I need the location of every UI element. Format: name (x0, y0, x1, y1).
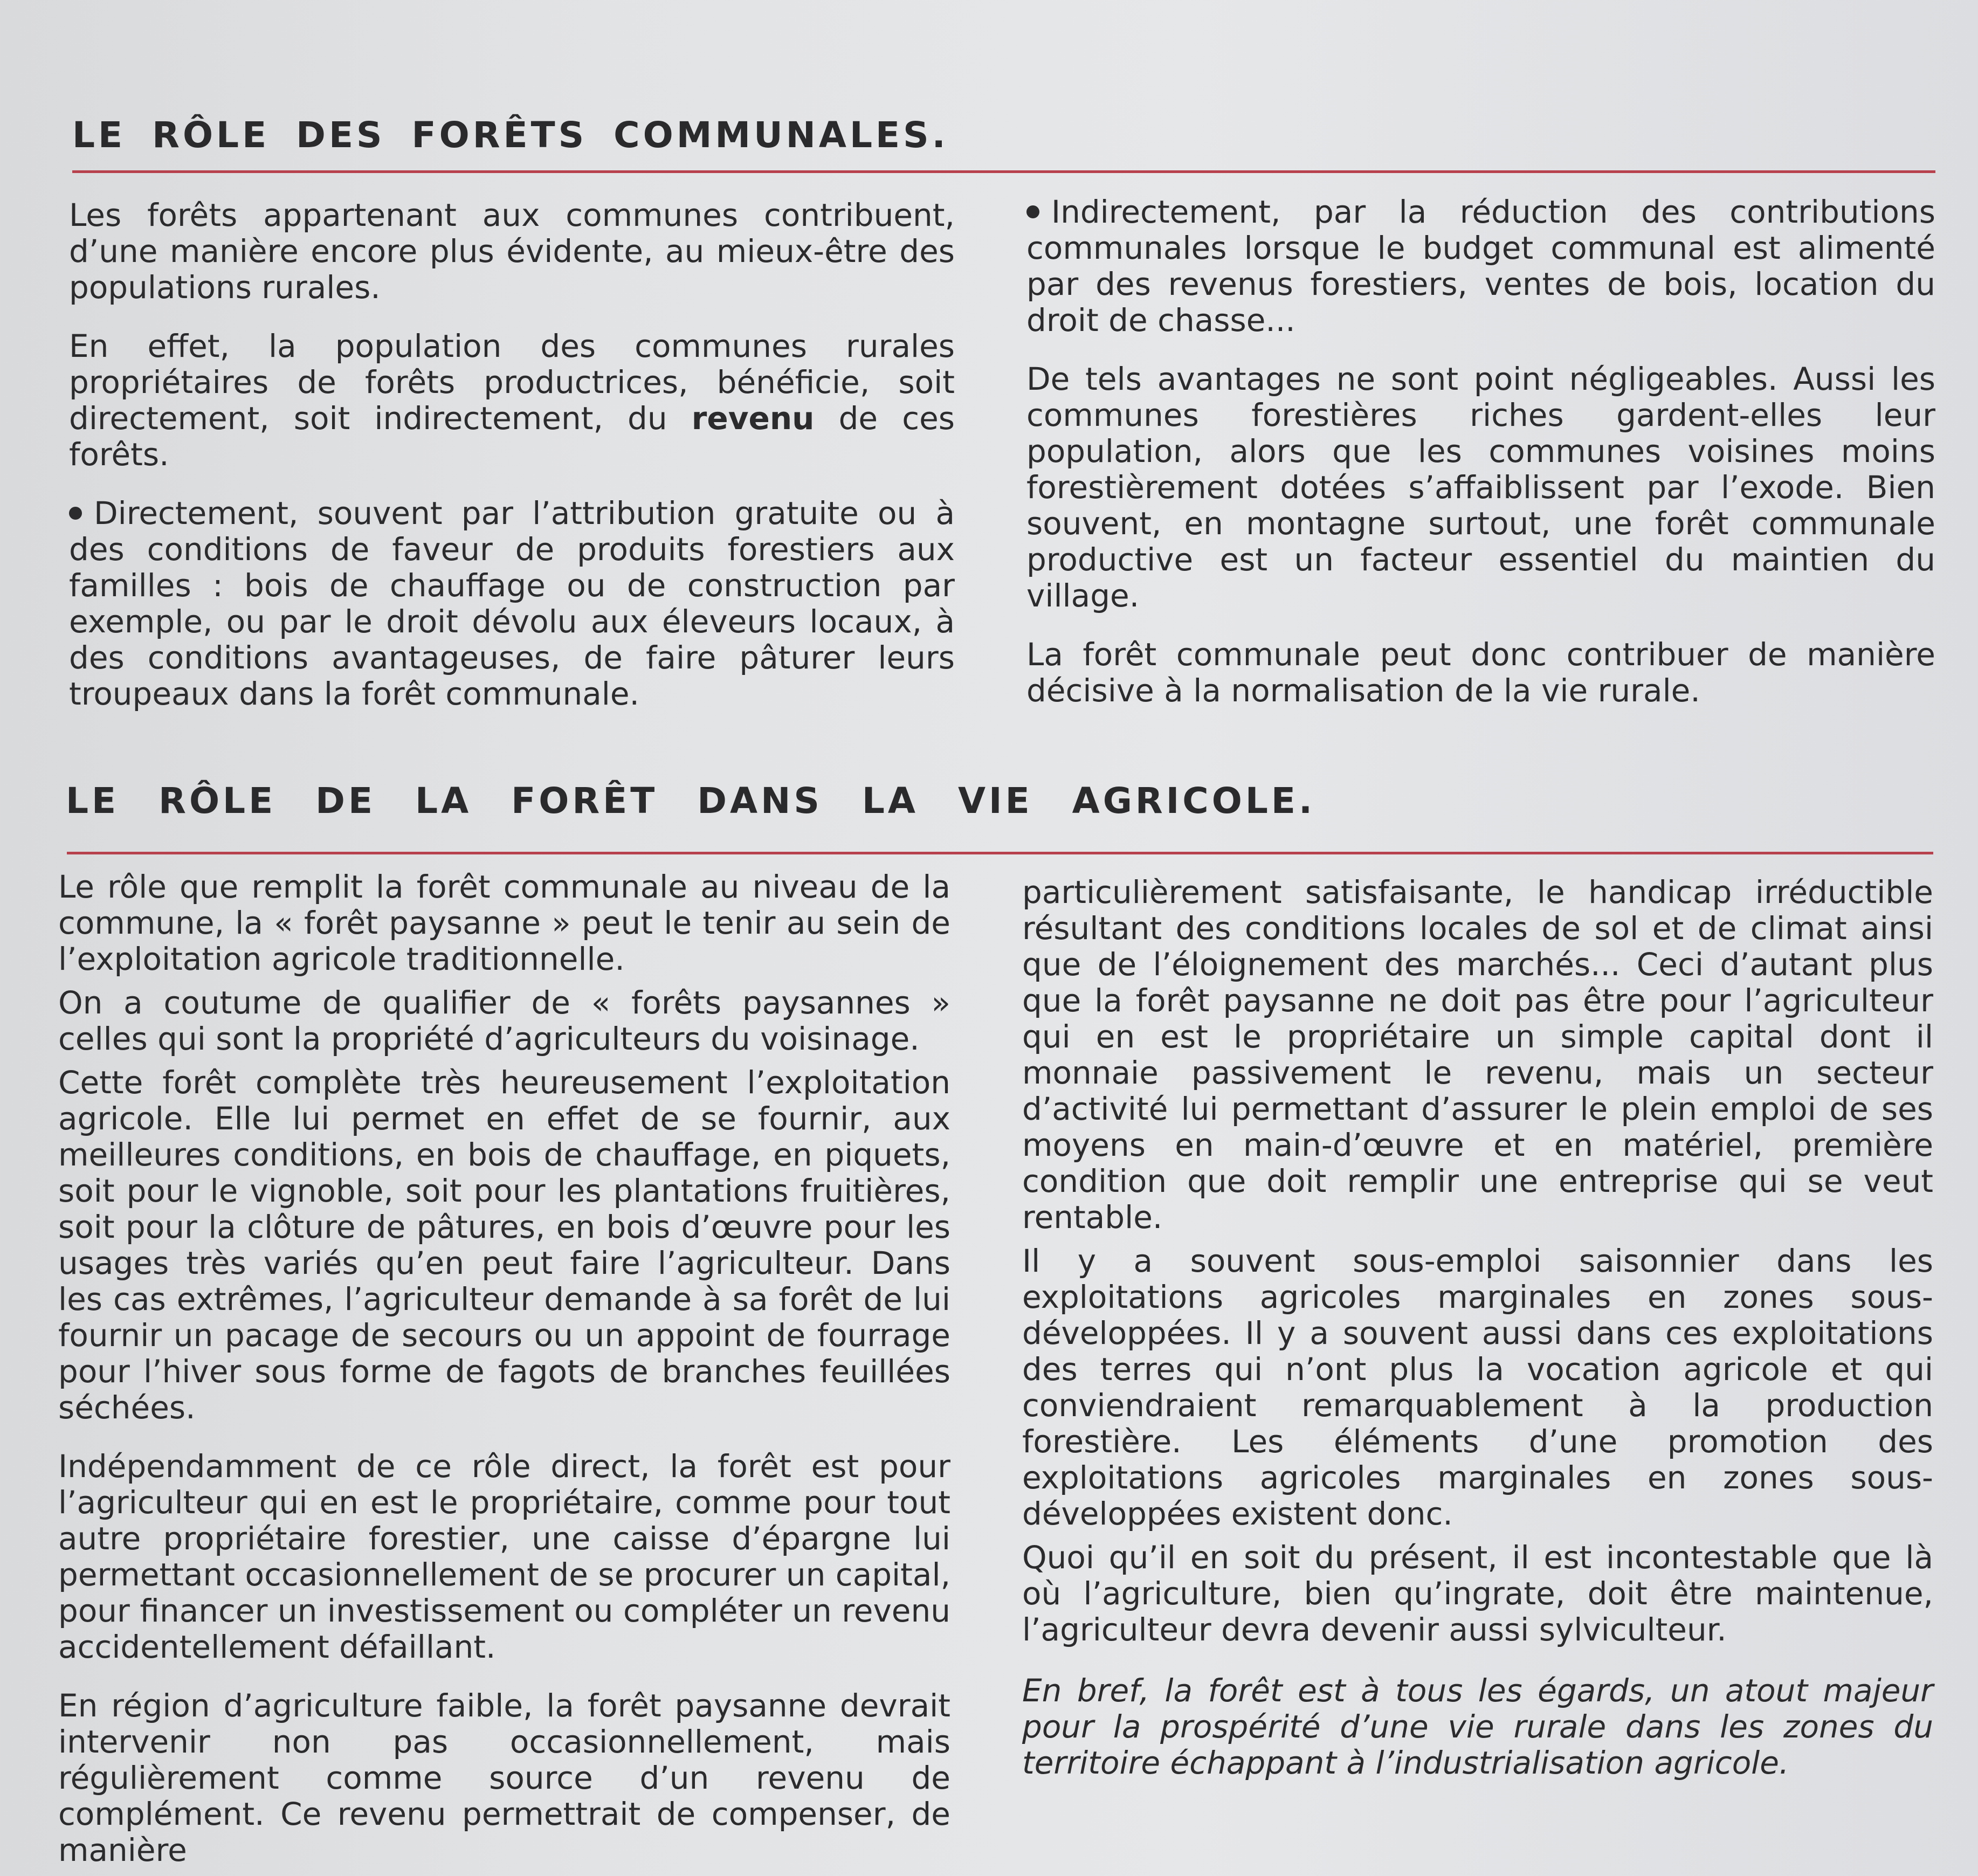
section1-divider (72, 170, 1935, 173)
bold-term: revenu (691, 400, 815, 437)
paragraph: On a coutume de qualifier de « forêts paysannes » celles qui sont la propriété d’agriculteurs du voisinage. (58, 984, 950, 1057)
paragraph: Le rôle que remplit la forêt communale au niveau de la commune, la « forêt paysanne » peut le tenir au sein de l’exploitation agricole traditionnelle. (58, 868, 950, 977)
paragraph-revenu (69, 328, 955, 473)
paragraph: De tels avantages ne sont point négligeables. Aussi les communes forestières riches gardent-elles leur population, alors que les communes voisines moins forestièrement dotées s’affaiblissent par l’exode. Bien souvent, en montagne surtout, une forêt communale productive est un facteur essentiel du maintien du village. (1026, 361, 1935, 614)
section2-divider (67, 852, 1933, 854)
paragraph: Quoi qu’il en soit du présent, il est incontestable que là où l’agriculture, bien qu’ingrate, doit être maintenue, l’agriculteur devra devenir aussi sylviculteur. (1022, 1539, 1933, 1648)
bullet-paragraph (69, 495, 955, 712)
text-span: En effet, la population des communes rurales propriétaires de forêts productrices, bénéficie, soit directement, soit indirectement, du (69, 328, 955, 437)
bullet-text: Indirectement, par la réduction des contributions communales lorsque le budget communal est alimenté par des revenus forestiers, ventes de bois, location du droit de chasse... (1026, 194, 1935, 339)
bullet-icon (1026, 205, 1039, 218)
paragraph: Indépendamment de ce rôle direct, la forêt est pour l’agriculteur qui en est le propriétaire, comme pour tout autre propriétaire forestier, une caisse d’épargne lui permettant occasionnellement de se procurer un capital, pour financer un investissement ou compléter un revenu accidentellement défaillant. (58, 1448, 950, 1665)
section1-right-column (1026, 194, 1935, 732)
paragraph: Les forêts appartenant aux communes contribuent, d’une manière encore plus évidente, au mieux-être des populations rurales. (69, 197, 955, 306)
paragraph: En région d’agriculture faible, la forêt paysanne devrait intervenir non pas occasionnellement, mais régulièrement comme source d’un revenu de complément. Ce revenu permettrait de compenser, de manière (58, 1687, 950, 1868)
section1-left-column (69, 197, 955, 735)
section1-title: LE RÔLE DES FORÊTS COMMUNALES. (72, 114, 949, 156)
bullet-paragraph (1026, 194, 1935, 339)
bullet-icon (69, 507, 82, 520)
section2-left-column (58, 869, 950, 1876)
bullet-text: Directement, souvent par l’attribution gratuite ou à des conditions de faveur de produits forestiers aux familles : bois de chauffage ou de construction par exemple, ou par le droit dévolu aux éleveurs locaux, à des conditions avantageuses, de faire pâturer leurs troupeaux dans la forêt communale. (69, 495, 955, 712)
text-span: de ces forêts. (69, 400, 955, 473)
paragraph: Il y a souvent sous-emploi saisonnier dans les exploitations agricoles marginales en zones sous-développées. Il y a souvent aussi dans ces exploitations des terres qui n’ont plus la vocation agricole et qui conviendraient remarquablement à la production forestière. Les éléments d’une promotion des exploitations agricoles marginales en zones sous-développées existent donc. (1022, 1243, 1933, 1532)
conclusion-paragraph: En bref, la forêt est à tous les égards, un atout majeur pour la prospérité d’une vie rurale dans les zones du territoire échappant à l’industrialisation agricole. (1022, 1672, 1933, 1781)
section2-right-column (1022, 874, 1933, 1789)
paragraph: Cette forêt complète très heureusement l’exploitation agricole. Elle lui permet en effet de se fournir, aux meilleures conditions, en bois de chauffage, en piquets, soit pour le vignoble, soit pour les plantations fruitières, soit pour la clôture de pâtures, en bois d’œuvre pour les usages très variés qu’en peut faire l’agriculteur. Dans les cas extrêmes, l’agriculteur demande à sa forêt de lui fournir un pacage de secours ou un appoint de fourrage pour l’hiver sous forme de fagots de branches feuillées séchées. (58, 1064, 950, 1426)
section2-title: LE RÔLE DE LA FORÊT DANS LA VIE AGRICOLE. (66, 780, 1316, 822)
paragraph: La forêt communale peut donc contribuer de manière décisive à la normalisation de la vie rurale. (1026, 636, 1935, 709)
paragraph: particulièrement satisfaisante, le handicap irréductible résultant des conditions locales de sol et de climat ainsi que de l’éloignement des marchés... Ceci d’autant plus que la forêt paysanne ne doit pas être pour l’agriculteur qui en est le propriétaire un simple capital dont il monnaie passivement le revenu, mais un secteur d’activité lui permettant d’assurer le plein emploi de ses moyens en main-d’œuvre et en matériel, première condition que doit remplir une entreprise qui se veut rentable. (1022, 874, 1933, 1236)
